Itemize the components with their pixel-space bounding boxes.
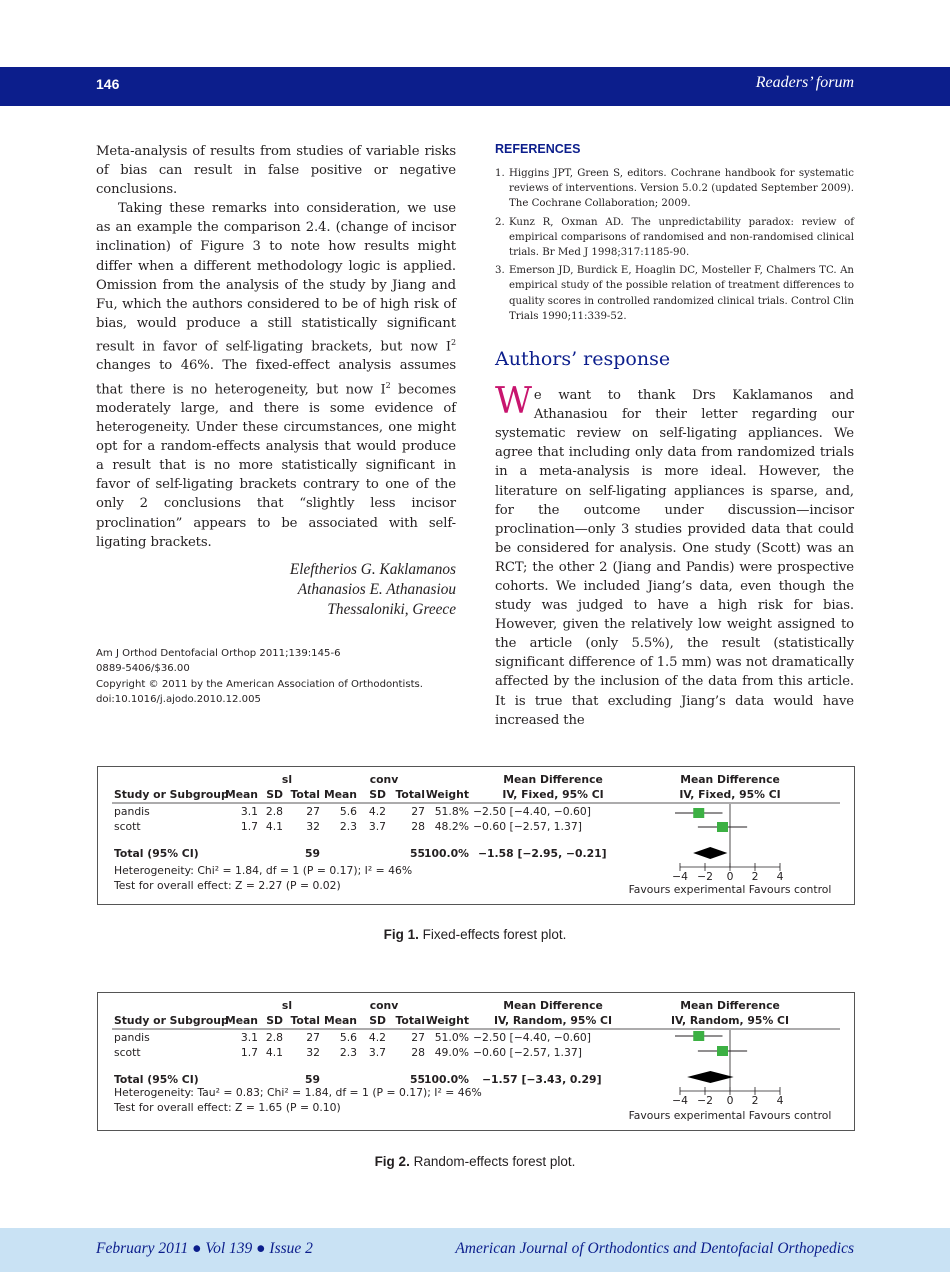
total-label: Total (95% CI) [114, 847, 199, 860]
md-plot-header: Mean Difference [680, 999, 780, 1012]
row2-mean-2: 2.3 [339, 820, 357, 833]
row2-sd-1: 4.1 [265, 1046, 283, 1059]
row1-ci: −2.50 [−4.40, −0.60] [473, 805, 591, 818]
right-column [495, 142, 854, 730]
references-heading: REFERENCES [495, 142, 581, 156]
authors-response-paragraph: We want to thank Drs Kaklamanos and Athanasiou for their letter regarding our systematic review on self-ligating appliances. We agree that including only data from randomized trials in a meta-analysis is more ideal. However, the literature on self-ligating appliances is sparse, and, for the outcome under discussion—incisor proclination—only 3 studies provided data that could be considered for analysis. One study (Scott) was an RCT; the other 2 (Jiang and Pandis) were prospective cohorts. We included Jiang’s data, even though the study was judged to have a high risk for bias. However, given the relatively low weight assigned to the article (only 5.5%), the result (statistically significant difference of 1.5 mm) was not dramatically affected by the inclusion of the data from this article. It is true that excluding Jiang’s data would have increased the [495, 381, 854, 728]
x-tick-label: 2 [751, 870, 759, 883]
left-paragraph-2: Taking these remarks into consideration, we use as an example the comparison 2.4. (change of incisor inclination) of Figure 3 to note how results might differ when a different methodology logic is applied. Omission from the analysis of the study by Jiang and Fu, which the authors considered to be of high risk of bias, would produce a still statistically significant result in favor of self-ligating brackets, but now $I^2$ changes to 46%. The fixed-effect analysis assumes that there is no heterogeneity, but now $I^2$ becomes moderately large, and there is some evidence of heterogeneity. Under these circumstances, one might opt for a random-effects analysis that would produce a result that is no more statistically significant in favor of self-ligating brackets contrary to one of the only 2 conclusions that “slightly less incisor proclination” appears to be associated with self-ligating brackets. [96, 201, 456, 550]
row2-sd-1: 4.1 [265, 820, 283, 833]
row2-total-2: 28 [411, 820, 425, 833]
col-total-2: Total [395, 788, 425, 801]
point-estimate-pandis [693, 1031, 704, 1041]
x-tick-label: −2 [697, 1094, 713, 1107]
header-band [0, 67, 950, 106]
favours-label: Favours experimental Favours control [628, 1109, 832, 1122]
col-sd-1: SD [266, 788, 283, 801]
col-mean-2: Mean [323, 1014, 357, 1027]
point-estimate-pandis [693, 808, 704, 818]
row2-weight: 48.2% [434, 820, 469, 833]
citation-issn: 0889-5406/$36.00 [96, 663, 190, 675]
page-number: 146 [96, 76, 120, 92]
col-mean-1: Mean [224, 1014, 258, 1027]
row1-total-1: 27 [306, 805, 320, 818]
signature-name-2: Athanasios E. Athanasiou [297, 580, 456, 598]
x-tick-label: 0 [726, 870, 734, 883]
row1-weight: 51.0% [434, 1031, 469, 1044]
group-2-label: conv [369, 773, 399, 786]
row2-total-1: 32 [306, 820, 320, 833]
row2-sd-2: 3.7 [368, 1046, 386, 1059]
col-mean-2: Mean [323, 788, 357, 801]
pooled-diamond [687, 1071, 734, 1083]
row2-ci: −0.60 [−2.57, 1.37] [473, 820, 582, 833]
row1-sd-1: 2.8 [265, 1031, 283, 1044]
row1-weight: 51.8% [434, 805, 469, 818]
md-header: Mean Difference [503, 999, 603, 1012]
reference-item: 1. Higgins JPT, Green S, editors. Cochrane handbook for systematic reviews of interventions. Version 5.0.2 (updated September 2009). The Cochrane Collaboration; 2009. [495, 168, 854, 210]
heterogeneity: Heterogeneity: Chi² = 1.84, df = 1 (P = 0.17); I² = 46% [114, 864, 413, 877]
row2-ci: −0.60 [−2.57, 1.37] [473, 1046, 582, 1059]
citation-doi: doi:10.1016/j.ajodo.2010.12.005 [96, 693, 261, 705]
row2-weight: 49.0% [434, 1046, 469, 1059]
col-mean-1: Mean [224, 788, 258, 801]
row1-total-2: 27 [411, 805, 425, 818]
total-n-2: 55 [409, 1073, 425, 1086]
left-column [96, 142, 456, 707]
md-subheader: IV, Random, 95% CI [494, 1014, 612, 1027]
signature-block [96, 560, 456, 620]
forest-marks-1 [672, 804, 784, 883]
citation-copyright: Copyright © 2011 by the American Association of Orthodontists. [96, 678, 424, 690]
col-total-1: Total [290, 788, 320, 801]
row1-study: pandis [114, 1031, 150, 1044]
row1-sd-2: 4.2 [368, 805, 386, 818]
forest-plot-2-svg [98, 993, 854, 1130]
md-header: Mean Difference [503, 773, 603, 786]
col-sd-2: SD [369, 788, 386, 801]
row1-study: pandis [114, 805, 150, 818]
md-plot-subheader: IV, Random, 95% CI [671, 1014, 789, 1027]
md-plot-subheader: IV, Fixed, 95% CI [679, 788, 781, 801]
pooled-diamond [693, 847, 727, 859]
row1-mean-1: 3.1 [240, 1031, 258, 1044]
col-study: Study or Subgroup [114, 788, 229, 801]
md-plot-header: Mean Difference [680, 773, 780, 786]
group-1-label: sl [281, 773, 293, 786]
row1-total-1: 27 [306, 1031, 320, 1044]
superscript-2: 2 [451, 337, 456, 347]
row1-mean-2: 5.6 [339, 805, 357, 818]
signature-location: Thessaloniki, Greece [327, 600, 456, 618]
total-ci: −1.57 [−3.43, 0.29] [482, 1073, 602, 1086]
row2-sd-2: 3.7 [368, 820, 386, 833]
col-study: Study or Subgroup [114, 1014, 229, 1027]
x-tick-label: −4 [672, 1094, 688, 1107]
md-subheader: IV, Fixed, 95% CI [502, 788, 604, 801]
total-weight: 100.0% [424, 847, 469, 860]
favours-label: Favours experimental Favours control [628, 883, 832, 896]
forest-marks-2 [672, 1030, 784, 1107]
x-tick-label: 0 [726, 1094, 734, 1107]
group-1-label: sl [281, 999, 293, 1012]
footer-journal: American Journal of Orthodontics and Dentofacial Orthopedics [455, 1240, 854, 1257]
row1-mean-2: 5.6 [339, 1031, 357, 1044]
col-total-1: Total [290, 1014, 320, 1027]
total-n-1: 59 [304, 1073, 320, 1086]
citation-block [96, 646, 456, 708]
total-label: Total (95% CI) [114, 1073, 199, 1086]
figure-2-caption: Fig 2. Random-effects forest plot. [374, 1154, 576, 1169]
reference-item: 2. Kunz R, Oxman AD. The unpredictability paradox: review of empirical comparisons of randomised and non-randomised clinical trials. Br Med J 1998;317:1185-90. [495, 216, 854, 259]
col-sd-2: SD [369, 1014, 386, 1027]
left-paragraph-1: Meta-analysis of results from studies of variable risks of bias can result in false positive or negative conclusions. [96, 144, 456, 198]
row1-sd-2: 4.2 [368, 1031, 386, 1044]
forest-plot-1-svg [98, 767, 854, 904]
row1-mean-1: 3.1 [240, 805, 258, 818]
total-weight: 100.0% [424, 1073, 469, 1086]
citation-journal: Am J Orthod Dentofacial Orthop 2011;139:145-6 [96, 647, 341, 659]
drop-cap: W [495, 381, 532, 423]
overall-effect: Test for overall effect: Z = 2.27 (P = 0.02) [114, 879, 341, 892]
col-weight: Weight [425, 1014, 469, 1027]
x-tick-label: −2 [697, 870, 713, 883]
figure-2-forest-plot [97, 992, 855, 1131]
col-sd-1: SD [266, 1014, 283, 1027]
superscript-2: 2 [385, 380, 391, 390]
footer-band [0, 1228, 950, 1272]
row2-study: scott [114, 1046, 141, 1059]
x-tick-label: −4 [672, 870, 688, 883]
group-2-label: conv [369, 999, 399, 1012]
col-total-2: Total [395, 1014, 425, 1027]
col-weight: Weight [425, 788, 469, 801]
figure-1-caption: Fig 1. Fixed-effects forest plot. [383, 927, 567, 942]
row1-ci: −2.50 [−4.40, −0.60] [473, 1031, 591, 1044]
row2-total-1: 32 [306, 1046, 320, 1059]
heterogeneity: Heterogeneity: Tau² = 0.83; Chi² = 1.84, df = 1 (P = 0.17); I² = 46% [114, 1086, 482, 1099]
point-estimate-scott [717, 822, 728, 832]
point-estimate-scott [717, 1046, 728, 1056]
x-tick-label: 2 [751, 1094, 759, 1107]
row2-total-2: 28 [411, 1046, 425, 1059]
total-ci: −1.58 [−2.95, −0.21] [478, 847, 607, 860]
reference-item: 3. Emerson JD, Burdick E, Hoaglin DC, Mosteller F, Chalmers TC. An empirical study of the possible relation of treatment differences to quality scores in controlled randomized clinical trials. Control Clin Trials 1990;11:339-52. [495, 265, 854, 322]
overall-effect: Test for overall effect: Z = 1.65 (P = 0.10) [114, 1101, 341, 1114]
section-title: Authors’ response [495, 348, 671, 371]
row1-total-2: 27 [411, 1031, 425, 1044]
row2-mean-1: 1.7 [240, 1046, 258, 1059]
total-n-1: 59 [304, 847, 320, 860]
x-tick-label: 4 [776, 1094, 784, 1107]
row2-mean-2: 2.3 [339, 1046, 357, 1059]
running-title: Readers’ forum [755, 74, 854, 91]
references-list [495, 166, 854, 324]
signature-name-1: Eleftherios G. Kaklamanos [289, 560, 456, 578]
row1-sd-1: 2.8 [265, 805, 283, 818]
footer-issue: February 2011 ● Vol 139 ● Issue 2 [96, 1240, 313, 1257]
x-tick-label: 4 [776, 870, 784, 883]
total-n-2: 55 [409, 847, 425, 860]
row2-mean-1: 1.7 [240, 820, 258, 833]
row2-study: scott [114, 820, 141, 833]
figure-1-forest-plot [97, 766, 855, 905]
